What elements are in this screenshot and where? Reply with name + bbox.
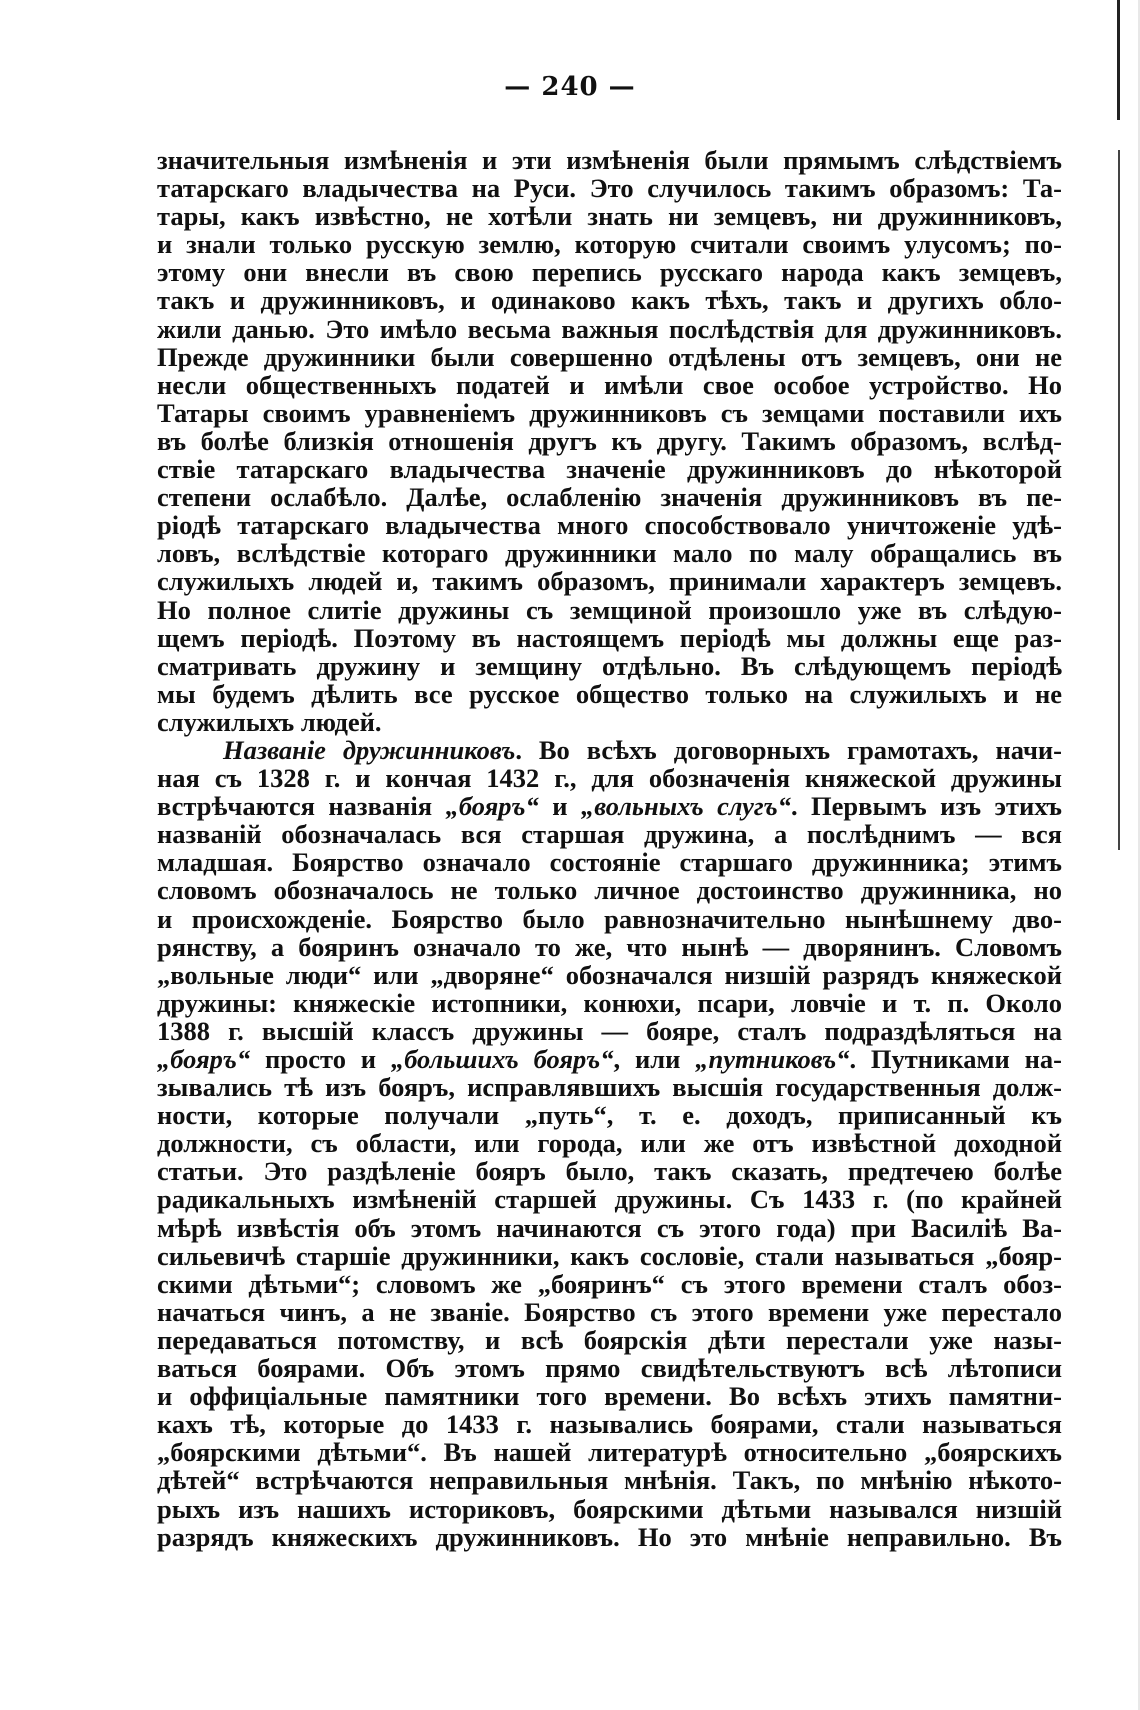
text-run: встрѣчаются названія (157, 791, 446, 822)
text-line: „боярскими дѣтьми“. Въ нашей литературѣ относительно „боярскихъ (157, 1437, 1062, 1468)
text-line (157, 792, 1062, 820)
text-line: названій обозначалась вся старшая дружина, а послѣднимъ — вся (157, 819, 1062, 850)
text-line: зывались тѣ изъ бояръ, исправлявшихъ высшія государственныя долж- (157, 1072, 1062, 1103)
body-text (157, 146, 1062, 1551)
text-line: въ болѣе близкія отношенія другъ къ другу. Такимъ образомъ, вслѣд- (157, 425, 1062, 456)
text-line: такъ и дружинниковъ, и одинаково какъ тѣхъ, такъ и другихъ обло- (157, 285, 1062, 316)
text-line: ствіе татарскаго владычества значеніе дружинниковъ до нѣкоторой (157, 454, 1062, 485)
text-line: и оффиціальные памятники того времени. Во всѣхъ этихъ памятни- (157, 1381, 1062, 1412)
text-line: и происхожденіе. Боярство было равнозначительно нынѣшнему дво- (157, 903, 1062, 934)
text-line: этому они внесли въ свою перепись русскаго народа какъ земцевъ, (157, 257, 1062, 288)
text-line: младшая. Боярство означало состояніе старшаго дружинника; этимъ (157, 847, 1062, 878)
text-line: ная съ 1328 г. и кончая 1432 г., для обозначенія княжеской дружины (157, 763, 1062, 794)
italic-term: „большихъ бояръ“ (390, 1044, 614, 1074)
text-line: скими дѣтьми“; словомъ же „бояринъ“ съ этого времени сталъ обоз- (157, 1268, 1062, 1299)
text-line: сматривать дружину и земщину отдѣльно. Въ слѣдующемъ періодѣ (157, 650, 1062, 681)
text-run: просто и (250, 1044, 391, 1074)
text-line: передаваться потомству, и всѣ боярскія дѣти перестали уже назы- (157, 1324, 1062, 1355)
text-line: начаться чинъ, а не званіе. Боярство съ этого времени уже перестало (157, 1296, 1062, 1327)
text-line: мы будемъ дѣлить все русское общество только на служилыхъ и не (157, 678, 1062, 709)
section-heading-italic: Названіе дружинниковъ (223, 734, 516, 765)
italic-term: „бояръ“ (445, 791, 539, 822)
text-line: ловъ, вслѣдствіе котораго дружинники мало по малу обращались въ (157, 538, 1062, 569)
scan-margin-rule (1118, 150, 1120, 850)
text-line: служилыхъ людей. (157, 706, 382, 737)
scan-margin-rule (1117, 0, 1120, 120)
text-line: ваться боярами. Объ этомъ прямо свидѣтельствуютъ всѣ лѣтописи (157, 1353, 1062, 1384)
text-line: ріодѣ татарскаго владычества много способствовало уничтоженіе удѣ- (157, 510, 1062, 541)
text-line: ности, которые получали „путь“, т. е. доходъ, приписанный къ (157, 1100, 1062, 1131)
text-line: рыхъ изъ нашихъ историковъ, боярскими дѣтьми назывался низшій (157, 1493, 1062, 1524)
text-line: щемъ періодѣ. Поэтому въ настоящемъ періодѣ мы должны еще раз- (157, 622, 1062, 653)
text-line: и знали только русскую землю, которую считали своимъ улусомъ; по- (157, 229, 1062, 260)
text-run: . Путниками на- (849, 1044, 1062, 1074)
text-line: Татары своимъ уравненіемъ дружинниковъ съ земцами поставили ихъ (157, 397, 1062, 428)
text-line: рянству, а бояринъ означало то же, что нынѣ — дворянинъ. Словомъ (157, 931, 1062, 962)
text-line: 1388 г. высшій классъ дружины — бояре, сталъ подраздѣляться на (157, 1015, 1062, 1046)
text-run: . Первымъ изъ этихъ (790, 791, 1062, 822)
paragraph-start-line (157, 736, 1062, 764)
text-line: дружины: княжескіе истопники, конюхи, псари, ловчіе и т. п. Около (157, 987, 1062, 1018)
text-run: и (538, 791, 581, 822)
page-number: — 240 — (504, 72, 636, 102)
text-run: . Во всѣхъ договорныхъ грамотахъ, начи- (515, 734, 1063, 765)
text-line: дѣтей“ встрѣчаются неправильныя мнѣнія. Такъ, по мнѣнію нѣкото- (157, 1465, 1062, 1496)
text-line: „вольные люди“ или „дворяне“ обозначался низшій разрядъ княжеской (157, 959, 1062, 990)
italic-term: „путниковъ“ (695, 1044, 850, 1074)
text-line: Прежде дружинники были совершенно отдѣлены отъ земцевъ, они не (157, 341, 1062, 372)
text-line: радикальныхъ измѣненій старшей дружины. Съ 1433 г. (по крайней (157, 1184, 1062, 1215)
text-line: значительныя измѣненія и эти измѣненія были прямымъ слѣдствіемъ (157, 145, 1062, 175)
text-line: жили данью. Это имѣло весьма важныя послѣдствія для дружинниковъ. (157, 313, 1062, 344)
text-line: словомъ обозначалось не только личное достоинство дружинника, но (157, 875, 1062, 906)
italic-term: „бояръ“ (157, 1044, 251, 1074)
text-line: тары, какъ извѣстно, не хотѣли знать ни земцевъ, ни дружинниковъ, (157, 201, 1062, 232)
text-line: кахъ тѣ, которые до 1433 г. назывались боярами, стали называться (157, 1409, 1062, 1440)
text-line: статьи. Это раздѣленіе бояръ было, такъ сказать, предтечею болѣе (157, 1156, 1062, 1187)
text-line (157, 1045, 1062, 1073)
text-line: должности, съ области, или города, или же отъ извѣстной доходной (157, 1128, 1062, 1159)
text-line: Но полное слитіе дружины съ земщиной произошло уже въ слѣдую- (157, 594, 1062, 625)
text-line: разрядъ княжескихъ дружинниковъ. Но это мнѣніе неправильно. Въ (157, 1521, 1062, 1552)
text-line: степени ослабѣло. Далѣе, ослабленію значенія дружинниковъ въ пе- (157, 482, 1062, 513)
text-line: несли общественныхъ податей и имѣли свое особое устройство. Но (157, 369, 1062, 400)
text-line: сильевичѣ старшіе дружинники, какъ сословіе, стали называться „бояр- (157, 1240, 1062, 1271)
text-line: служилыхъ людей и, такимъ образомъ, принимали характеръ земцевъ. (157, 566, 1062, 597)
text-run: , или (613, 1044, 696, 1074)
italic-term: „вольныхъ слугъ“ (580, 791, 791, 822)
text-line: татарскаго владычества на Руси. Это случилось такимъ образомъ: Та- (157, 173, 1062, 204)
text-line: мѣрѣ извѣстія объ этомъ начинаются съ этого года) при Василіѣ Ва- (157, 1212, 1062, 1243)
